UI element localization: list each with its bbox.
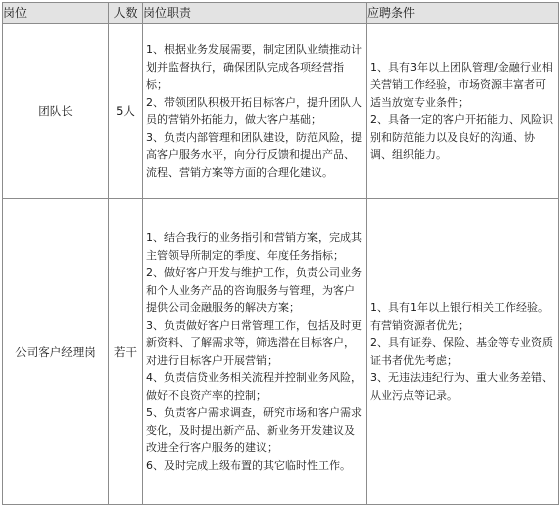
- duty-item: 1、结合我行的业务指引和营销方案，完成其主管领导所制定的季度、年度任务指标；: [146, 231, 362, 262]
- duty-item: 3、负责内部管理和团队建设，防范风险，提高客户服务水平，向分行反馈和提出产品、流程、营销方案等方面的合理化建议。: [146, 130, 362, 179]
- cell-count: 若干: [109, 199, 143, 505]
- requirement-item: 1、具有3年以上团队管理/金融行业相关营销工作经验，市场资源丰富者可适当放宽专业条件；: [370, 60, 553, 109]
- header-count: 人数: [109, 3, 143, 24]
- table-header-row: [3, 3, 559, 24]
- cell-duties: [143, 199, 367, 505]
- cell-position: 公司客户经理岗: [3, 199, 109, 505]
- table-row: [3, 24, 559, 199]
- duty-item: 5、负责客户需求调查，研究市场和客户需求变化，及时提出新产品、新业务开发建议及改进全行客户服务的建议；: [146, 406, 362, 454]
- header-duties: 岗位职责: [143, 3, 367, 24]
- cell-position: 团队长: [3, 24, 109, 199]
- duty-item: 2、带领团队积极开拓目标客户，提升团队人员的营销外拓能力，做大客户基础；: [146, 95, 362, 126]
- requirement-item: 2、具有证券、保险、基金等专业资质证书者优先考虑；: [370, 336, 553, 367]
- cell-requirements: [367, 199, 559, 505]
- duty-item: 3、负责做好客户日常管理工作，包括及时更新资料、了解需求等，筛选潜在目标客户，对进行目标客户开展营销；: [146, 318, 362, 367]
- duty-item: 6、及时完成上级布置的其它临时性工作。: [146, 458, 351, 472]
- requirement-item: 2、具备一定的客户开拓能力、风险识别和防范能力以及良好的沟通、协调、组织能力。: [370, 113, 553, 161]
- job-table: [2, 2, 559, 505]
- table-row: [3, 199, 559, 505]
- requirement-item: 1、具有1年以上银行相关工作经验。有营销资源者优先；: [370, 301, 549, 332]
- requirement-item: 3、无违法违纪行为、重大业务差错、从业污点等记录。: [370, 371, 553, 402]
- cell-count: 5人: [109, 24, 143, 199]
- duty-item: 1、根据业务发展需要，制定团队业绩推动计划并监督执行，确保团队完成各项经营指标；: [146, 43, 362, 91]
- cell-requirements: [367, 24, 559, 199]
- header-position: 岗位: [3, 3, 109, 24]
- cell-duties: [143, 24, 367, 199]
- duty-item: 4、负责信贷业务相关流程并控制业务风险，做好不良资产率的控制；: [146, 371, 362, 402]
- duty-item: 2、做好客户开发与维护工作，负责公司业务和个人业务产品的咨询服务与管理，为客户提供公司金融服务的解决方案；: [146, 266, 362, 314]
- header-requirements: 应聘条件: [367, 3, 559, 24]
